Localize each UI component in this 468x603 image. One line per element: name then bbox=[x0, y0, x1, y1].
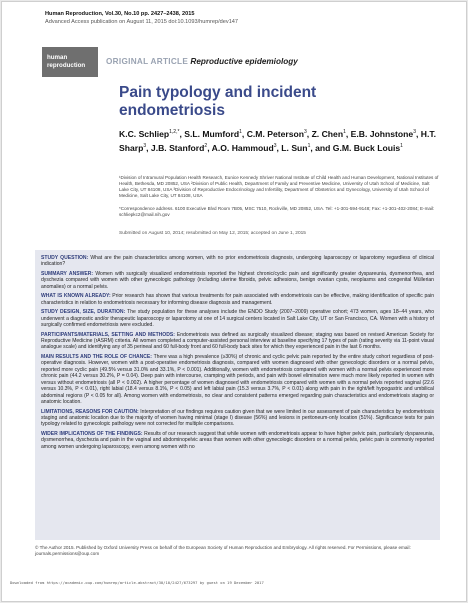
author-name: and G.M. Buck Louis bbox=[315, 143, 401, 153]
author-separator: , bbox=[276, 143, 282, 153]
author-separator: , bbox=[179, 129, 185, 139]
abstract-text: Women with surgically visualized endometriosis reported the highest chronic/cyclic pain and significantly greater dyspareunia, dysmenorrhea, and dyschezia compared with women with other gynecologic pathology (including uterine fibroids, pelvic adhesions, benign ovarian cysts, neoplasms and congenital Müllerian anomalies) or a normal pelvis. bbox=[41, 270, 434, 290]
journal-logo-badge bbox=[42, 47, 98, 77]
abstract-text: Interpretation of our findings requires caution given that we were limited in our assessment of pain characteristics by endometriosis staging and anatomic location due to the majority of women having minimal (stage I) disease (56%) and lesions in peritoneum-only location (51%). Significance tests for pain typology related to gynecologic pathology were not corrected for multiple comparisons. bbox=[41, 408, 434, 428]
abstract-heading: WHAT IS KNOWN ALREADY: bbox=[41, 293, 113, 300]
author-affiliation-marker: 3 bbox=[413, 129, 416, 136]
abstract-section bbox=[41, 271, 434, 290]
author-separator: , bbox=[306, 129, 312, 139]
abstract-text: Endometriosis was defined as surgically visualized disease; staging was based on revised American Society for Reproductive Medicine (rASRM) criteria. All women completed a computer-assisted personal interview at baseline specifying 17 types of pain (rating severity via 11-point visual analogue scale) and identifying any of 35 perineal and 60 full-body front and 60 full-body back sites for which they experienced pain in the last 6 months. bbox=[41, 331, 434, 351]
abstract-text: Results of our research suggest that while women with endometriosis appear to have higher pelvic pain, particularly dyspareunia, dysmenorrhea, dyschezia and pain in the vaginal and abdominopelvic areas than women with other gynecologic disorders or a normal pelvis, pelvic pain is commonly reported among women undergoing laparoscopy, even among women with no bbox=[41, 430, 434, 450]
abstract-heading: WIDER IMPLICATIONS OF THE FINDINGS: bbox=[41, 430, 145, 437]
abstract-heading: STUDY QUESTION: bbox=[41, 255, 91, 261]
author-name: J.B. Stanford bbox=[150, 143, 205, 153]
journal-doi: Advanced Access publication on August 11, 2015 doi:10.1093/humrep/dev147 bbox=[45, 19, 239, 25]
abstract-section bbox=[41, 354, 434, 406]
author-name: A.O. Hammoud bbox=[211, 143, 274, 153]
author-name: H.T. Sharp bbox=[119, 129, 437, 153]
author-name: C.M. Peterson bbox=[246, 129, 304, 139]
affiliations: ¹Division of Intramural Population Health Research, Eunice Kennedy Shriver National Institute of Child Health and Human Development, National Institutes of Health, Bethesda, MD 20852, USA ²Division of Public Health, Department of Family and Preventive Medicine, University of Utah School of Medicine, Salt Lake City, UT 84108, USA ³Division of Reproductive Endocrinology and Infertility, Department of Obstetrics and Gynecology, University of Utah School of Medicine, Salt Lake City, UT 84108, USA bbox=[119, 175, 439, 198]
journal-citation: Human Reproduction, Vol.30, No.10 pp. 2427–2438, 2015 bbox=[45, 11, 195, 17]
article-type-bar bbox=[42, 47, 432, 77]
correspondence: *Correspondence address. 6100 Executive Blvd Room 7B05, MSC 7510, Rockville, MD 20852, USA. Tel: +1-301-594-9148; Fax: +1-301-402-2084; E-mail: schliepkc2@mail.nih.gov bbox=[119, 206, 435, 217]
author-affiliation-marker: 2 bbox=[204, 143, 208, 150]
article-title: Pain typology and incident endometriosis bbox=[119, 84, 317, 119]
author-affiliation-marker: 1,2,* bbox=[169, 129, 180, 136]
author-affiliation-marker: 3 bbox=[273, 143, 277, 150]
author-list bbox=[119, 127, 439, 155]
author-affiliation-marker: 3 bbox=[143, 143, 147, 150]
abstract-text: Prior research has shown that various treatments for pain associated with endometriosis can be effective, making identification of specific pain characteristics in relation to endometriosis necessary for informing disease diagnosis and management. bbox=[41, 293, 435, 306]
author-separator: , bbox=[310, 143, 316, 153]
abstract-section bbox=[41, 431, 434, 450]
submission-dates: Submitted on August 10, 2014; resubmitted on May 12, 2015; accepted on June 1, 2015 bbox=[119, 231, 306, 236]
abstract-heading: SUMMARY ANSWER: bbox=[41, 270, 96, 277]
author-affiliation-marker: 3 bbox=[304, 129, 307, 136]
article-type-prefix: ORIGINAL ARTICLE bbox=[106, 57, 189, 66]
abstract-text: The study population for these analyses include the ENDO Study (2007–2009) operative cohort; 473 women, ages 18–44 years, who underwent a diagnostic and/or therapeutic laparoscopy or laparotomy at one of 14 surgical centers located in Salt Lake City, UT or San Francisco, CA. Women with a history of surgically confirmed endometriosis were excluded. bbox=[41, 309, 435, 329]
abstract-section bbox=[41, 309, 434, 328]
author-name: K.C. Schliep bbox=[119, 129, 170, 139]
abstract-heading: MAIN RESULTS AND THE ROLE OF CHANCE: bbox=[41, 353, 154, 360]
abstract-section bbox=[41, 409, 434, 428]
abstract-box bbox=[35, 250, 440, 540]
author-separator: , bbox=[207, 143, 212, 153]
article-type bbox=[106, 57, 298, 66]
copyright-footer: © The Author 2015. Published by Oxford University Press on behalf of the European Society of Human Reproduction and Embryology. All rights reserved. For Permissions, please email: journals.permissions@oup.com bbox=[35, 545, 411, 556]
author-affiliation-marker: 1 bbox=[307, 143, 311, 150]
abstract-section bbox=[41, 255, 434, 268]
author-affiliation-marker: 1 bbox=[343, 129, 346, 136]
author-affiliation-marker: 1 bbox=[400, 143, 403, 150]
abstract-text: What are the pain characteristics among women, with no prior endometriosis diagnosis, undergoing laparoscopy or laparotomy regardless of clinical indication? bbox=[41, 255, 434, 268]
author-name: E.B. Johnstone bbox=[350, 129, 414, 139]
author-name: Z. Chen bbox=[311, 129, 344, 139]
author-separator: , bbox=[241, 129, 247, 139]
badge-line-2: reproduction bbox=[47, 62, 86, 69]
abstract-heading: PARTICIPANTS/MATERIALS, SETTING AND METHODS: bbox=[41, 331, 177, 338]
abstract-heading: STUDY DESIGN, SIZE, DURATION: bbox=[41, 309, 128, 316]
article-page bbox=[1, 1, 467, 602]
author-separator: , bbox=[345, 129, 351, 139]
article-category: Reproductive epidemiology bbox=[190, 57, 298, 66]
abstract-section bbox=[41, 293, 434, 306]
download-notice: Downloaded from https://academic.oup.com/humrep/article-abstract/30/10/2427/673297 by guest on 19 December 2017 bbox=[10, 580, 264, 585]
abstract-text: There was a high prevalence (≥30%) of chronic and cyclic pelvic pain reported by the entire study cohort regardless of post-operative diagnosis. However, women with a post-operative endometriosis diagnosis, compared with women diagnosed with other gynecologic disorders or a normal pelvis, reported more cyclic pain (49.5% versus 31.0% and 33.1%, P < 0.001). Additionally, women with endometriosis compared with women with a normal pelvis experienced more chronic pain (44.2 versus 30.2%, P = 0.04). Deep pain with intercourse, cramping with periods, and pain with bowel elimination were much more likely reported in women with versus without endometriosis (all P < 0.002). A higher percentage of women diagnosed with endometriosis compared with women with a normal pelvis reported vaginal (22.6 versus 10.3%, P < 0.01), right labial (18.4 versus 8.1%, P < 0.05) and left labial pain (15.3 versus 3.7%, P < 0.01) along with pain in the right/left hypogastric and umbilical abdominal regions (P < 0.05 for all). Among women with endometriosis, no clear and consistent patterns emerged regarding pain characteristics and endometriosis staging or anatomic location. bbox=[41, 353, 434, 406]
badge-line-1: human bbox=[47, 54, 68, 61]
journal-header bbox=[45, 10, 445, 26]
author-name: S.L. Mumford bbox=[184, 129, 240, 139]
author-separator: , bbox=[146, 143, 151, 153]
abstract-section bbox=[41, 332, 434, 351]
author-affiliation-marker: 1 bbox=[239, 129, 242, 136]
abstract-heading: LIMITATIONS, REASONS FOR CAUTION: bbox=[41, 408, 141, 415]
author-name: L. Sun bbox=[281, 143, 308, 153]
author-separator: , bbox=[415, 129, 421, 139]
